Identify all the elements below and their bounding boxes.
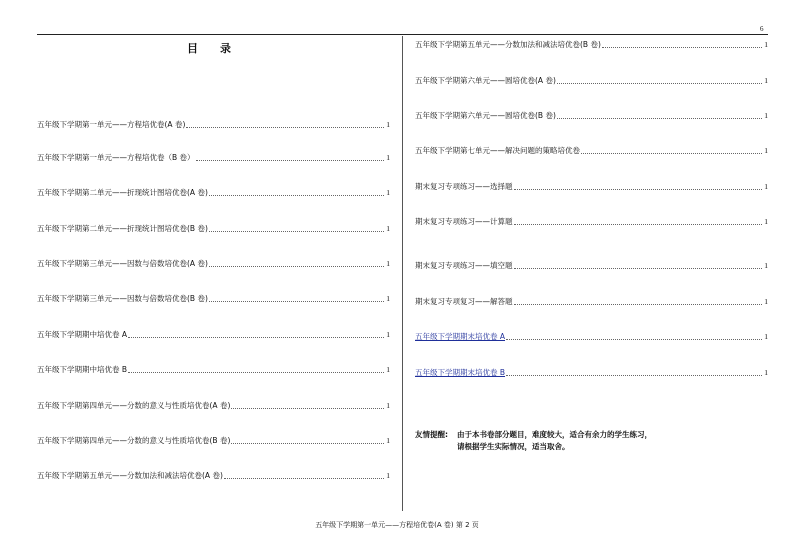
leader-dots	[514, 268, 763, 269]
column-divider	[402, 36, 403, 511]
leader-dots	[209, 301, 384, 302]
toc-entry-label[interactable]: 五年级下学期期末培优卷 B	[415, 368, 506, 377]
toc-entry-page: 1	[764, 261, 768, 270]
toc-entry[interactable]	[415, 215, 768, 227]
toc-entry-page: 1	[386, 153, 390, 162]
toc-entry-label: 五年级下学期第二单元——折现统计图培优卷(B 卷)	[37, 224, 208, 233]
toc-entry-label: 期末复习专项练习——填空题	[415, 261, 513, 270]
toc-entry-page: 1	[386, 436, 390, 445]
toc-entry-label: 五年级下学期第二单元——折现统计图培优卷(A 卷)	[37, 188, 208, 197]
toc-entry-label: 期末复习专项复习——解答题	[415, 297, 513, 306]
leader-dots	[128, 337, 384, 338]
toc-entry[interactable]	[37, 328, 390, 340]
toc-entry-label: 五年级下学期第一单元——方程培优卷（B 卷）	[37, 153, 195, 162]
toc-entry[interactable]	[415, 109, 768, 121]
leader-dots	[209, 195, 384, 196]
leader-dots	[506, 375, 762, 376]
toc-entry-link[interactable]	[415, 366, 768, 378]
toc-entry[interactable]	[37, 257, 390, 269]
top-rule	[37, 34, 768, 35]
toc-entry[interactable]	[415, 259, 768, 271]
toc-entry-label: 五年级下学期期中培优卷 B	[37, 365, 128, 374]
toc-entry[interactable]	[37, 292, 390, 304]
leader-dots	[209, 231, 384, 232]
toc-entry[interactable]	[415, 74, 768, 86]
toc-entry-page: 1	[386, 224, 390, 233]
toc-entry-label: 五年级下学期第三单元——因数与倍数培优卷(A 卷)	[37, 259, 208, 268]
toc-entry-label: 五年级下学期第四单元——分数的意义与性质培优卷(B 卷)	[37, 436, 231, 445]
toc-entry-page: 1	[386, 120, 390, 129]
toc-entry-label[interactable]: 五年级下学期期末培优卷 A	[415, 332, 506, 341]
toc-entry-label: 五年级下学期期中培优卷 A	[37, 330, 128, 339]
leader-dots	[514, 304, 763, 305]
toc-entry-label: 期末复习专项练习——计算题	[415, 217, 513, 226]
toc-entry-page: 1	[386, 294, 390, 303]
leader-dots	[514, 189, 763, 190]
toc-entry-label: 五年级下学期第六单元——圆培优卷(B 卷)	[415, 111, 556, 120]
toc-entry-label: 五年级下学期第五单元——分数加法和减法培优卷(A 卷)	[37, 471, 223, 480]
toc-entry[interactable]	[37, 118, 390, 130]
toc-entry-label: 五年级下学期第五单元——分数加法和减法培优卷(B 卷)	[415, 40, 601, 49]
toc-entry-page: 1	[386, 259, 390, 268]
reminder-line: 请根据学生实际情况，适当取舍。	[457, 442, 570, 451]
toc-entry-page: 1	[764, 111, 768, 120]
toc-entry-page: 1	[764, 76, 768, 85]
leader-dots	[581, 153, 762, 154]
toc-entry-page: 1	[386, 330, 390, 339]
toc-entry-label: 五年级下学期第六单元——圆培优卷(A 卷)	[415, 76, 556, 85]
toc-entry-page: 1	[386, 188, 390, 197]
toc-entry-label: 五年级下学期第三单元——因数与倍数培优卷(B 卷)	[37, 294, 208, 303]
leader-dots	[224, 478, 384, 479]
toc-entry-label: 五年级下学期第一单元——方程培优卷(A 卷)	[37, 120, 186, 129]
leader-dots	[196, 160, 385, 161]
leader-dots	[231, 443, 384, 444]
toc-entry-page: 1	[764, 368, 768, 377]
toc-entry-page: 1	[764, 217, 768, 226]
leader-dots	[557, 118, 762, 119]
reminder-text	[457, 429, 652, 453]
toc-entry-page: 1	[764, 297, 768, 306]
leader-dots	[506, 339, 762, 340]
toc-entry[interactable]	[37, 434, 390, 446]
toc-entry[interactable]	[37, 469, 390, 481]
toc-entry-page: 1	[764, 146, 768, 155]
friendly-reminder	[415, 429, 652, 453]
toc-entry-label: 五年级下学期第七单元——解决问题的策略培优卷	[415, 146, 580, 155]
toc-entry[interactable]	[415, 295, 768, 307]
page-footer: 五年级下学期第一单元——方程培优卷(A 卷) 第 2 页	[315, 521, 479, 529]
toc-entry-page: 1	[386, 401, 390, 410]
toc-entry-page: 1	[386, 471, 390, 480]
reminder-label: 友情提醒:	[415, 430, 448, 439]
toc-entry[interactable]	[37, 399, 390, 411]
leader-dots	[231, 408, 384, 409]
leader-dots	[557, 83, 762, 84]
toc-entry-page: 1	[386, 365, 390, 374]
toc-entry-page: 1	[764, 182, 768, 191]
toc-entry[interactable]	[415, 180, 768, 192]
page-number: 6	[760, 25, 764, 33]
reminder-line: 由于本书卷部分题目，难度较大，适合有余力的学生练习，	[457, 430, 652, 439]
toc-entry-link[interactable]	[415, 330, 768, 342]
toc-entry[interactable]	[37, 186, 390, 198]
toc-entry[interactable]	[415, 38, 768, 50]
toc-entry-page: 1	[764, 332, 768, 341]
toc-entry-page: 1	[764, 40, 768, 49]
leader-dots	[128, 372, 384, 373]
toc-entry[interactable]	[37, 151, 390, 163]
toc-entry[interactable]	[415, 144, 768, 156]
toc-title: 目录	[187, 42, 253, 55]
toc-entry[interactable]	[37, 222, 390, 234]
leader-dots	[186, 127, 384, 128]
toc-entry-label: 五年级下学期第四单元——分数的意义与性质培优卷(A 卷)	[37, 401, 231, 410]
leader-dots	[602, 47, 762, 48]
leader-dots	[209, 266, 384, 267]
toc-entry[interactable]	[37, 363, 390, 375]
leader-dots	[514, 224, 763, 225]
toc-entry-label: 期末复习专项练习——选择题	[415, 182, 513, 191]
